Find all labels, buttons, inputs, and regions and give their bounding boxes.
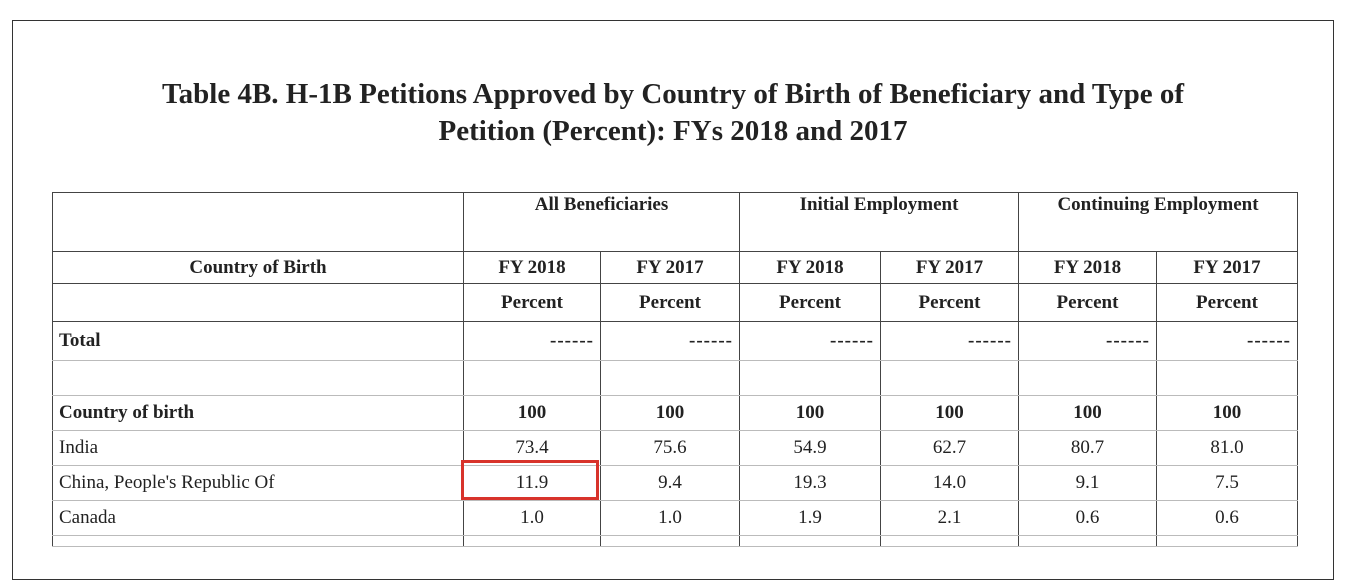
- year-header: FY 2018: [1019, 252, 1157, 284]
- row-value: 0.6: [1019, 501, 1157, 536]
- row-value: 100: [1157, 396, 1298, 431]
- row-value: 7.5: [1157, 466, 1298, 501]
- unit-header: Percent: [601, 284, 740, 322]
- blank-cell: [53, 536, 464, 547]
- row-label: Canada: [53, 501, 464, 536]
- year-header: FY 2018: [740, 252, 881, 284]
- table-row-china: [53, 466, 1298, 501]
- blank-cell: [464, 361, 601, 396]
- unit-header: Percent: [464, 284, 601, 322]
- blank-cell: [464, 536, 601, 547]
- blank-cell: [1019, 361, 1157, 396]
- year-header-row: [53, 252, 1298, 284]
- table-title-line-2: Petition (Percent): FYs 2018 and 2017: [438, 115, 908, 147]
- blank-cell: [740, 361, 881, 396]
- row-value: 1.0: [601, 501, 740, 536]
- row-value-highlighted: 11.9: [464, 466, 601, 501]
- year-header: FY 2017: [1157, 252, 1298, 284]
- blank-cell: [53, 361, 464, 396]
- blank-cell: [881, 361, 1019, 396]
- h1b-percent-table: [52, 192, 1298, 547]
- row-value: 9.4: [601, 466, 740, 501]
- unit-header: Percent: [881, 284, 1019, 322]
- row-label: China, People's Republic Of: [53, 466, 464, 501]
- blank-cell: [881, 536, 1019, 547]
- group-header-row: [53, 193, 1298, 252]
- total-value: ------: [601, 322, 740, 361]
- row-value: 14.0: [881, 466, 1019, 501]
- blank-cell: [1157, 361, 1298, 396]
- year-header: FY 2017: [601, 252, 740, 284]
- table-row-canada: [53, 501, 1298, 536]
- row-value: 100: [740, 396, 881, 431]
- row-value: 81.0: [1157, 431, 1298, 466]
- unit-header-row: [53, 284, 1298, 322]
- group-initial-employment: Initial Employment: [740, 193, 1019, 252]
- row-value: 54.9: [740, 431, 881, 466]
- table-row-country-of-birth: [53, 396, 1298, 431]
- row-value: 100: [1019, 396, 1157, 431]
- row-value: 100: [881, 396, 1019, 431]
- table-title: [12, 76, 1334, 150]
- table-title-line-1: Table 4B. H-1B Petitions Approved by Country of Birth of Beneficiary and Type of: [161, 78, 1185, 110]
- row-value: 80.7: [1019, 431, 1157, 466]
- row-label: India: [53, 431, 464, 466]
- total-value: ------: [881, 322, 1019, 361]
- row-value: 0.6: [1157, 501, 1298, 536]
- row-value: 75.6: [601, 431, 740, 466]
- unit-header: Percent: [1157, 284, 1298, 322]
- row-label: Country of birth: [53, 396, 464, 431]
- row-value: 1.0: [464, 501, 601, 536]
- total-value: ------: [464, 322, 601, 361]
- total-value: ------: [740, 322, 881, 361]
- total-value: ------: [1157, 322, 1298, 361]
- total-value: ------: [1019, 322, 1157, 361]
- blank-cell: [740, 536, 881, 547]
- blank-cell: [601, 361, 740, 396]
- table-row-india: [53, 431, 1298, 466]
- empty-unit-label-cell: [53, 284, 464, 322]
- country-of-birth-header: Country of Birth: [53, 252, 464, 284]
- table-row-cut-off: [53, 536, 1298, 547]
- unit-header: Percent: [740, 284, 881, 322]
- blank-cell: [1157, 536, 1298, 547]
- blank-cell: [601, 536, 740, 547]
- year-header: FY 2017: [881, 252, 1019, 284]
- blank-cell: [1019, 536, 1157, 547]
- group-all-beneficiaries: All Beneficiaries: [464, 193, 740, 252]
- row-value: 2.1: [881, 501, 1019, 536]
- row-value: 9.1: [1019, 466, 1157, 501]
- year-header: FY 2018: [464, 252, 601, 284]
- empty-corner-cell: [53, 193, 464, 252]
- row-value: 100: [464, 396, 601, 431]
- total-label: Total: [53, 322, 464, 361]
- unit-header: Percent: [1019, 284, 1157, 322]
- row-value: 62.7: [881, 431, 1019, 466]
- row-value: 1.9: [740, 501, 881, 536]
- row-value: 73.4: [464, 431, 601, 466]
- row-value: 100: [601, 396, 740, 431]
- group-continuing-employment: Continuing Employment: [1019, 193, 1298, 252]
- blank-spacer-row: [53, 361, 1298, 396]
- row-value: 19.3: [740, 466, 881, 501]
- total-row: [53, 322, 1298, 361]
